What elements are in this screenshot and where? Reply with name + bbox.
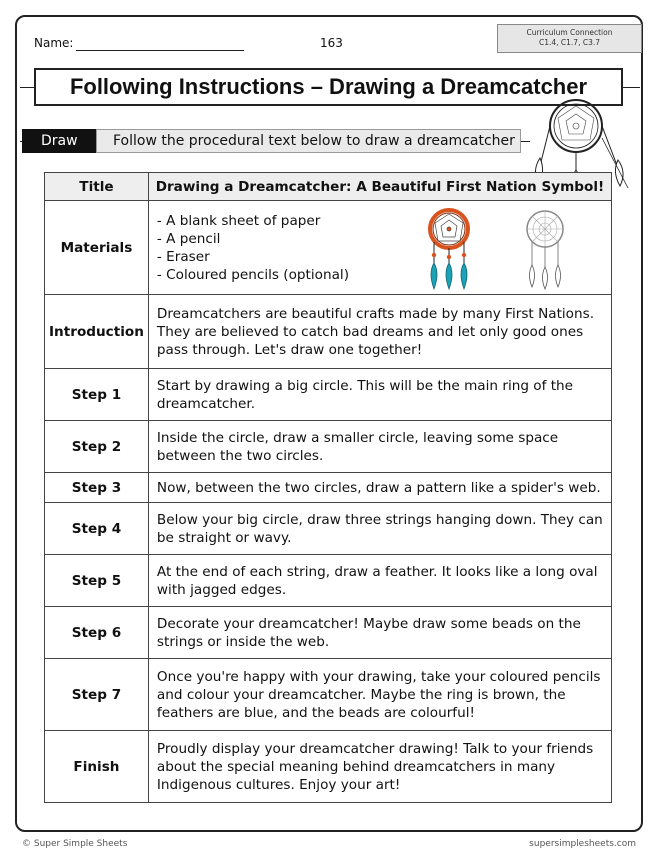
table-row [45,421,612,473]
row-text: Now, between the two circles, draw a pattern like a spider's web. [148,473,611,503]
row-label: Step 3 [45,473,149,503]
row-text: At the end of each string, draw a feather. It looks like a long oval with jagged edges. [148,555,611,607]
row-text: Below your big circle, draw three strings hanging down. They can be straight or wavy. [148,503,611,555]
row-text: Dreamcatchers are beautiful crafts made by many First Nations. They are believed to catch bad dreams and let only good ones pass through. Let's draw one together! [148,295,611,369]
row-label: Step 6 [45,607,149,659]
row-label: Step 1 [45,369,149,421]
row-label: Step 2 [45,421,149,473]
table-header-row [45,173,612,201]
materials-item: - Coloured pencils (optional) [156,266,350,283]
materials-row [45,201,612,295]
row-text: Start by drawing a big circle. This will be the main ring of the dreamcatcher. [148,369,611,421]
table-row [45,503,612,555]
row-label: Step 7 [45,659,149,731]
page-number: 163 [320,36,343,50]
row-text: Inside the circle, draw a smaller circle, leaving some space between the two circles. [148,421,611,473]
materials-item: - Eraser [156,248,210,265]
draw-tag: Draw [22,129,96,153]
curriculum-title: Curriculum Connection [526,28,613,37]
footer-website[interactable]: supersimplesheets.com [529,839,636,849]
footer-copyright: © Super Simple Sheets [22,839,128,849]
table-row [45,369,612,421]
row-text: Decorate your dreamcatcher! Maybe draw some beads on the strings or inside the web. [148,607,611,659]
row-label: Step 5 [45,555,149,607]
row-label: Finish [45,731,149,803]
materials-item: - A blank sheet of paper [156,212,321,229]
row-label: Introduction [45,295,149,369]
page-title: Following Instructions – Drawing a Dreamcatcher [34,68,623,106]
table-row [45,731,612,803]
curriculum-codes: C1.4, C1.7, C3.7 [538,38,601,47]
header-label: Title [45,173,149,201]
table-row [45,659,612,731]
table-row [45,555,612,607]
name-label: Name: [34,36,74,50]
dreamcatcher-gray-icon [517,207,573,291]
draw-instruction: Follow the procedural text below to draw a dreamcatcher [96,129,521,153]
materials-label: Materials [45,201,149,295]
table-row [45,295,612,369]
name-line [76,50,244,51]
header-title: Drawing a Dreamcatcher: A Beautiful First Nation Symbol! [148,173,611,201]
curriculum-connection-box [497,24,642,53]
dreamcatcher-color-icon [419,207,479,291]
row-label: Step 4 [45,503,149,555]
table-row [45,607,612,659]
table-row [45,473,612,503]
materials-cell [148,201,611,295]
materials-item: - A pencil [156,230,221,247]
instructions-table [44,172,612,803]
row-text: Once you're happy with your drawing, take your coloured pencils and colour your dreamcatcher. Maybe the ring is brown, the feathers are blue, and the beads are colourful! [148,659,611,731]
row-text: Proudly display your dreamcatcher drawing! Talk to your friends about the special meaning behind dreamcatchers in many Indigenous cultures. Enjoy your art! [148,731,611,803]
